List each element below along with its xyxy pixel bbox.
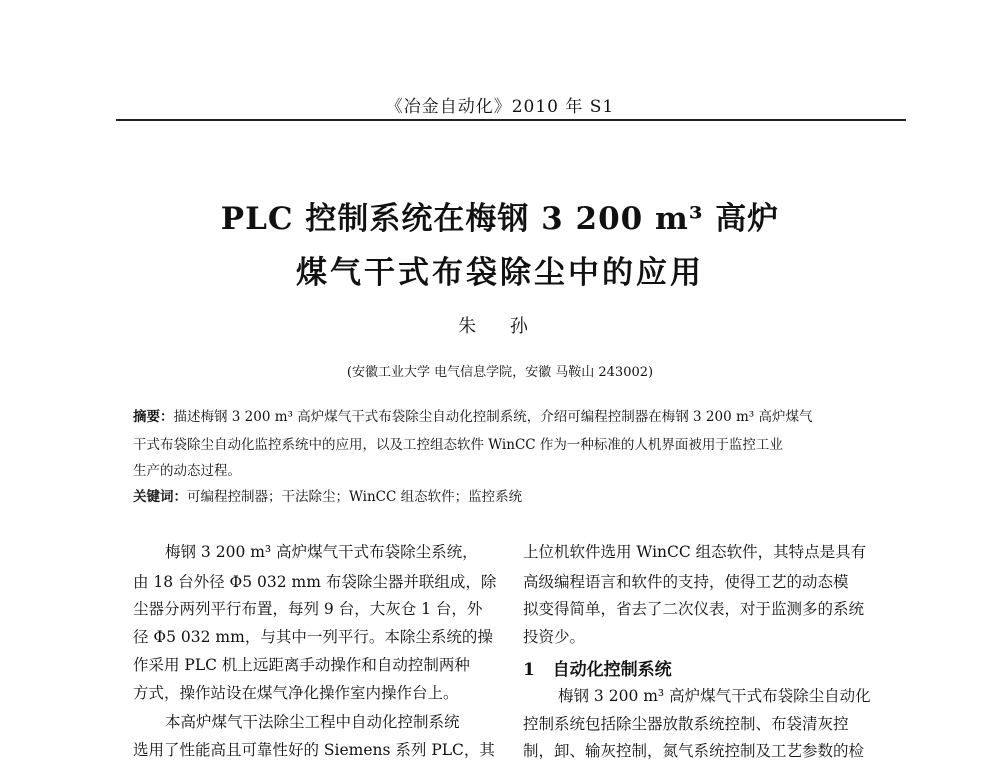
abstract-label: 摘要： [133, 409, 174, 425]
header-rule [116, 119, 906, 121]
author: 朱 孙 [458, 316, 542, 337]
keywords-line: 关键词：可编程控制器；干法除尘；WinCC 组态软件；监控系统 [133, 489, 523, 505]
body-paragraph-line: 拟变得简单，省去了二次仪表，对于监测多的系统 [523, 600, 865, 618]
body-paragraph-line: 梅钢 3 200 m³ 高炉煤气干式布袋除尘系统， [165, 543, 478, 561]
body-paragraph-line: 尘器分两列平行布置，每列 9 台，大灰仓 1 台，外 [133, 600, 483, 618]
paper-title-line-2: 煤气干式布袋除尘中的应用 [296, 255, 704, 291]
paper-title-line-1: PLC 控制系统在梅钢 3 200 m³ 高炉 [220, 201, 780, 237]
body-paragraph-line: 径 Φ5 032 mm，与其中一列平行。本除尘系统的操 [133, 628, 493, 646]
abstract-line: 生产的动态过程。 [133, 463, 241, 479]
body-paragraph-line: 高级编程语言和软件的支持，使得工艺的动态模 [523, 573, 849, 591]
journal-header: 《冶金自动化》2010 年 S1 [385, 97, 615, 117]
body-paragraph-line: 方式，操作站设在煤气净化操作室内操作台上。 [133, 684, 459, 702]
body-paragraph-line: 梅钢 3 200 m³ 高炉煤气干式布袋除尘自动化 [558, 687, 871, 705]
body-paragraph-line: 控制系统包括除尘器放散系统控制、布袋清灰控 [523, 715, 849, 733]
body-paragraph-line: 本高炉煤气干法除尘工程中自动化控制系统 [165, 713, 460, 731]
body-paragraph-line: 上位机软件选用 WinCC 组态软件，其特点是具有 [523, 543, 867, 561]
abstract-line: 干式布袋除尘自动化监控系统中的应用，以及工控组态软件 WinCC 作为一种标准的人机界面被用于监控工业 [133, 437, 783, 453]
body-paragraph-line: 由 18 台外径 Φ5 032 mm 布袋除尘器并联组成，除 [133, 573, 497, 591]
body-paragraph-line: 选用了性能高且可靠性好的 Siemens 系列 PLC，其 [133, 741, 495, 759]
abstract-line: 摘要：描述梅钢 3 200 m³ 高炉煤气干式布袋除尘自动化控制系统，介绍可编程控制器在梅钢 3 200 m³ 高炉煤气 [133, 409, 813, 425]
body-paragraph-line: 投资少。 [523, 628, 586, 646]
affiliation: (安徽工业大学 电气信息学院，安徽 马鞍山 243002) [346, 365, 654, 380]
keywords-label: 关键词： [133, 489, 187, 505]
body-paragraph-line: 作采用 PLC 机上远距离手动操作和自动控制两种 [133, 656, 470, 674]
section-heading: 1 自动化控制系统 [523, 660, 672, 680]
body-paragraph-line: 制，卸、输灰控制，氮气系统控制及工艺参数的检 [523, 742, 865, 760]
